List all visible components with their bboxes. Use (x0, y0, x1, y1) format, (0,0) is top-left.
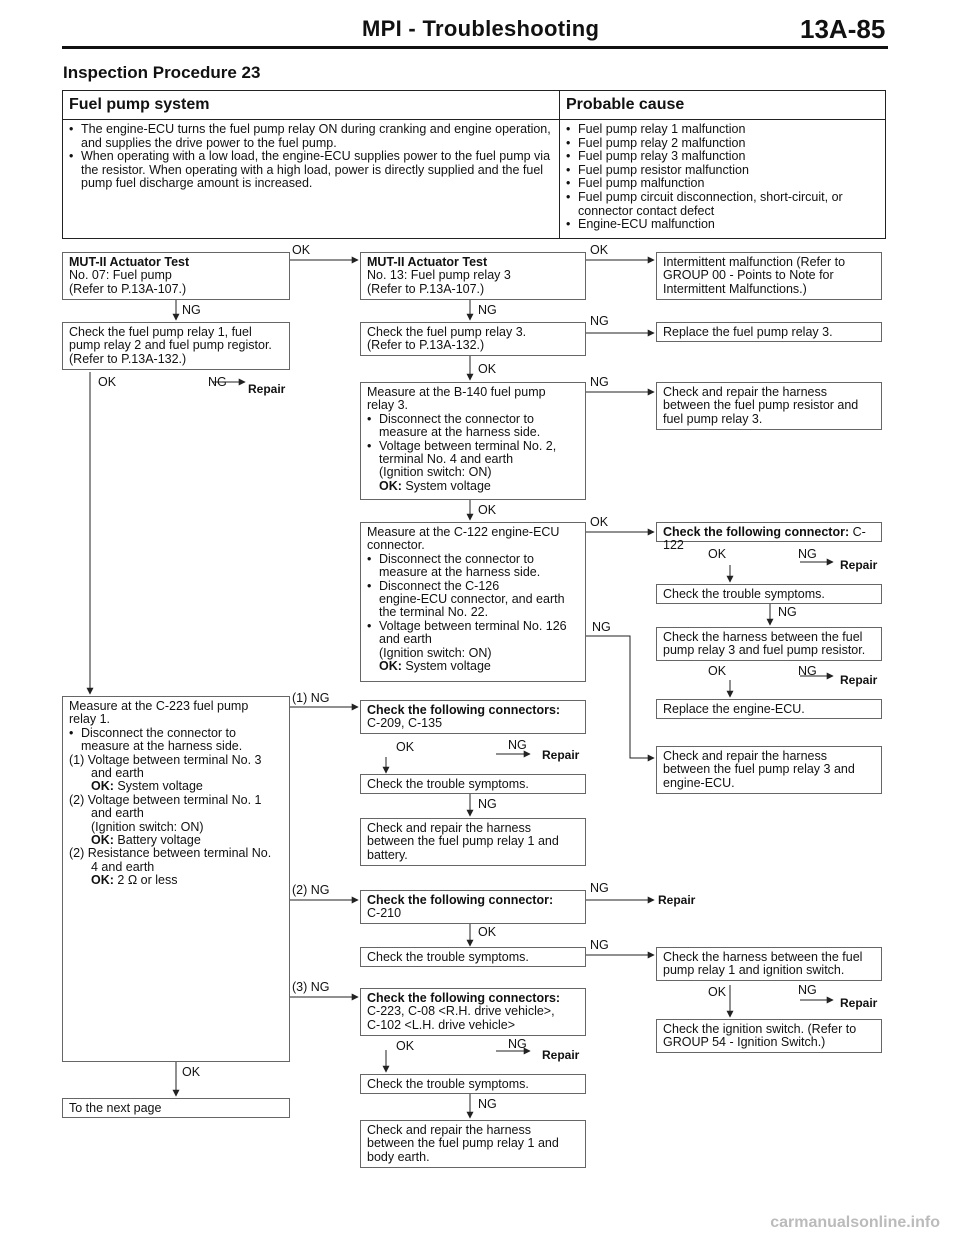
ng-label: NG (208, 375, 227, 389)
box-line: To the next page (69, 1101, 162, 1115)
box-line: Check the trouble symptoms. (367, 1077, 529, 1091)
box-line: 4 and earth (91, 859, 155, 874)
page-number: 13A-85 (800, 14, 886, 44)
box-line: C-223, C-08 <R.H. drive vehicle>, (367, 1004, 555, 1019)
box-repair-relay3-ecu (656, 746, 882, 794)
box-harness-relay3-resistor (656, 627, 882, 661)
ok-label: OK (292, 243, 311, 257)
box-line: C-210 (367, 906, 402, 921)
ok-label: OK (708, 664, 727, 678)
box-line: Check the trouble symptoms. (367, 950, 529, 964)
box-line: terminal No. 4 and earth (379, 452, 514, 467)
box-line: Measure at the C-122 engine-ECU (367, 525, 560, 539)
list-item: • Fuel pump relay 1 malfunction (566, 122, 746, 136)
box-line: Check the fuel pump relay 1, fuel (69, 325, 252, 339)
ng-label: NG (590, 375, 609, 389)
box-line: Check the trouble symptoms. (663, 587, 825, 601)
box-line: relay 1. (69, 712, 110, 727)
ok-label: OK (98, 375, 117, 389)
ok-label: OK (478, 503, 497, 517)
ng-label: NG (798, 664, 817, 678)
box-line: between the fuel pump relay 1 and (367, 1136, 559, 1151)
box-line: Check the trouble symptoms. (367, 777, 529, 791)
list-item: • Voltage between terminal No. 2, (367, 438, 557, 453)
box-line: Measure at the C-223 fuel pump (69, 699, 249, 713)
box-trouble-r1 (656, 584, 882, 604)
ng-label: NG (478, 303, 497, 317)
box-line: (Refer to P.13A-132.) (69, 351, 187, 366)
ok-label: OK (182, 1065, 201, 1079)
list-item: • Engine-ECU malfunction (566, 217, 715, 232)
list-item: • Fuel pump relay 2 malfunction (566, 135, 746, 150)
box-line: Check the fuel pump relay 3. (367, 325, 527, 339)
box-line: C-122 (663, 525, 866, 553)
box-line: Check and repair the harness (663, 385, 827, 399)
ng-label: NG (508, 738, 527, 752)
ng2-label: (2) NG (292, 883, 330, 897)
list-item: • Disconnect the connector to (367, 551, 534, 566)
procedure-title: Inspection Procedure 23 (63, 63, 261, 82)
box-line: Intermittent malfunction (Refer to (663, 255, 846, 269)
box-check-c223 (360, 988, 586, 1036)
box-repair-battery (360, 818, 586, 866)
ng-label: NG (590, 938, 609, 952)
box-line: and earth (379, 632, 432, 647)
box-line: (Refer to P.13A-107.) (69, 281, 187, 296)
box-check-relay3 (360, 322, 586, 356)
box-line: and earth (91, 766, 144, 781)
box-line: pump relay 1 and ignition switch. (663, 963, 845, 978)
ng-label: NG (778, 605, 797, 619)
box-replace-ecu (656, 699, 882, 719)
list-item: • Disconnect the connector to (367, 411, 534, 426)
box-line: pump relay 3 and fuel pump resistor. (663, 643, 866, 658)
box-line: C-102 <L.H. drive vehicle> (367, 1017, 515, 1032)
box-harness-relay1-ignition (656, 947, 882, 981)
box-line: engine-ECU connector, and earth (379, 592, 565, 607)
box-measure-c122 (360, 522, 586, 682)
box-title: MUT-II Actuator Test (69, 255, 190, 269)
box-line: body earth. (367, 1149, 430, 1164)
box-line: between the fuel pump resistor and (663, 398, 859, 413)
ok-line: OK: System voltage (379, 478, 491, 493)
list-item: • Fuel pump circuit disconnection, short-circuit, or connector contact defect (566, 189, 843, 218)
box-line: GROUP 00 - Points to Note for (663, 268, 834, 283)
watermark: carmanualsonline.info (770, 1214, 940, 1231)
box-line: fuel pump relay 3. (663, 411, 763, 426)
box-check-ignition-switch (656, 1019, 882, 1053)
box-line: Check the following connectors: (367, 703, 561, 717)
ok-label: OK (708, 547, 727, 561)
box-line: Check and repair the harness (663, 749, 827, 763)
ok-label: OK (478, 362, 497, 376)
list-item: • When operating with a low load, the engine-ECU supplies power to the fuel pump via the resistor. When operating with a high load, power is directly supplied and the fuel pump fuel discharge amount is increased. (69, 149, 551, 191)
ng3-label: (3) NG (292, 980, 330, 994)
box-trouble-m2 (360, 947, 586, 967)
box-replace-relay3 (656, 322, 882, 342)
list-item: • The engine-ECU turns the fuel pump relay ON during cranking and engine operation, and supplies the drive power to the fuel pump. (69, 122, 551, 150)
box-line: the terminal No. 22. (379, 605, 489, 620)
box-trouble-m3 (360, 1074, 586, 1094)
box-line: measure at the harness side. (379, 425, 541, 440)
box-line: connector. (367, 538, 425, 553)
box-trouble-m1 (360, 774, 586, 794)
ok-label: OK (396, 740, 415, 754)
list-item: • Disconnect the connector to (69, 725, 236, 740)
box-line: (Ignition switch: ON) (379, 645, 492, 660)
ok-line: OK: System voltage (379, 659, 491, 674)
box-check-relay12 (62, 322, 290, 370)
box-line: Replace the engine-ECU. (663, 702, 805, 716)
ng1-label: (1) NG (292, 691, 330, 705)
ng-label: NG (478, 797, 497, 811)
box-line: C-209, C-135 (367, 716, 443, 731)
box-line: Check the following connector: (367, 893, 554, 907)
box-measure-b140 (360, 382, 586, 500)
box-line: between the fuel pump relay 3 and (663, 762, 855, 777)
list-item: • Disconnect the C-126 (367, 578, 500, 593)
list-item: • Fuel pump resistor malfunction (566, 162, 749, 177)
box-line: (2) Voltage between terminal No. 1 (69, 792, 262, 807)
box-line: Check the following connector: (663, 525, 850, 539)
box-line: relay 3. (367, 398, 408, 413)
box-line: Check the following connectors: (367, 991, 561, 1005)
box-line: Check the harness between the fuel (663, 630, 863, 644)
box-line: Check and repair the harness (367, 821, 531, 835)
repair-label: Repair (658, 893, 696, 907)
ng-label: NG (592, 620, 611, 634)
ok-label: OK (396, 1039, 415, 1053)
repair-label: Repair (840, 558, 878, 572)
ok-label: OK (478, 925, 497, 939)
ng-label: NG (798, 983, 817, 997)
box-line: No. 07: Fuel pump (69, 268, 172, 283)
col1-header: Fuel pump system (63, 91, 560, 120)
box-line: (1) Voltage between terminal No. 3 (69, 752, 262, 767)
box-line: GROUP 54 - Ignition Switch.) (663, 1035, 826, 1050)
box-repair-body-earth (360, 1120, 586, 1168)
col2-header: Probable cause (560, 91, 886, 120)
repair-label: Repair (248, 382, 286, 396)
ok-label: OK (590, 243, 609, 257)
box-line: (2) Resistance between terminal No. (69, 846, 272, 861)
box-next-page[interactable] (62, 1098, 290, 1118)
repair-label: Repair (542, 1048, 580, 1062)
ok-line: OK: System voltage (91, 779, 203, 794)
ok-label: OK (590, 515, 609, 529)
box-check-c122 (656, 522, 882, 553)
ng-label: NG (590, 314, 609, 328)
list-item: • Fuel pump malfunction (566, 176, 705, 191)
box-measure-c223 (62, 696, 290, 1062)
box-line: battery. (367, 847, 408, 862)
box-line: between the fuel pump relay 1 and (367, 834, 559, 849)
box-line: No. 13: Fuel pump relay 3 (367, 268, 511, 283)
ng-label: NG (798, 547, 817, 561)
header-title: MPI - Troubleshooting (362, 16, 600, 41)
repair-label: Repair (542, 748, 580, 762)
box-mut-fuel-pump (62, 252, 290, 300)
box-intermittent (656, 252, 882, 300)
repair-label: Repair (840, 996, 878, 1010)
box-line: (Ignition switch: ON) (379, 465, 492, 480)
box-line: pump relay 2 and fuel pump registor. (69, 338, 272, 353)
ng-label: NG (182, 303, 201, 317)
list-item: • Fuel pump relay 3 malfunction (566, 149, 746, 164)
box-line: engine-ECU. (663, 775, 735, 790)
box-line: (Refer to P.13A-132.) (367, 338, 485, 353)
repair-label: Repair (840, 673, 878, 687)
ng-label: NG (478, 1097, 497, 1111)
ok-line: OK: Battery voltage (91, 833, 201, 848)
box-line: (Ignition switch: ON) (91, 819, 204, 834)
box-line: Measure at the B-140 fuel pump (367, 385, 546, 399)
box-mut-relay3 (360, 252, 586, 300)
box-line: Replace the fuel pump relay 3. (663, 325, 833, 339)
box-line: measure at the harness side. (379, 565, 541, 580)
box-line: and earth (91, 806, 144, 821)
ok-line: OK: 2 Ω or less (91, 873, 178, 888)
box-line: measure at the harness side. (81, 739, 243, 754)
box-check-c210 (360, 890, 586, 924)
box-repair-resistor (656, 382, 882, 430)
box-line: Check the ignition switch. (Refer to (663, 1022, 857, 1036)
box-check-c209 (360, 700, 586, 734)
box-line: Check the harness between the fuel (663, 950, 863, 964)
box-line: (Refer to P.13A-107.) (367, 281, 485, 296)
list-item: • Voltage between terminal No. 126 (367, 618, 567, 633)
ng-label: NG (508, 1037, 527, 1051)
box-title: MUT-II Actuator Test (367, 255, 488, 269)
ok-label: OK (708, 985, 727, 999)
ng-label: NG (590, 881, 609, 895)
box-line: Check and repair the harness (367, 1123, 531, 1137)
box-line: Intermittent Malfunctions.) (663, 281, 807, 296)
